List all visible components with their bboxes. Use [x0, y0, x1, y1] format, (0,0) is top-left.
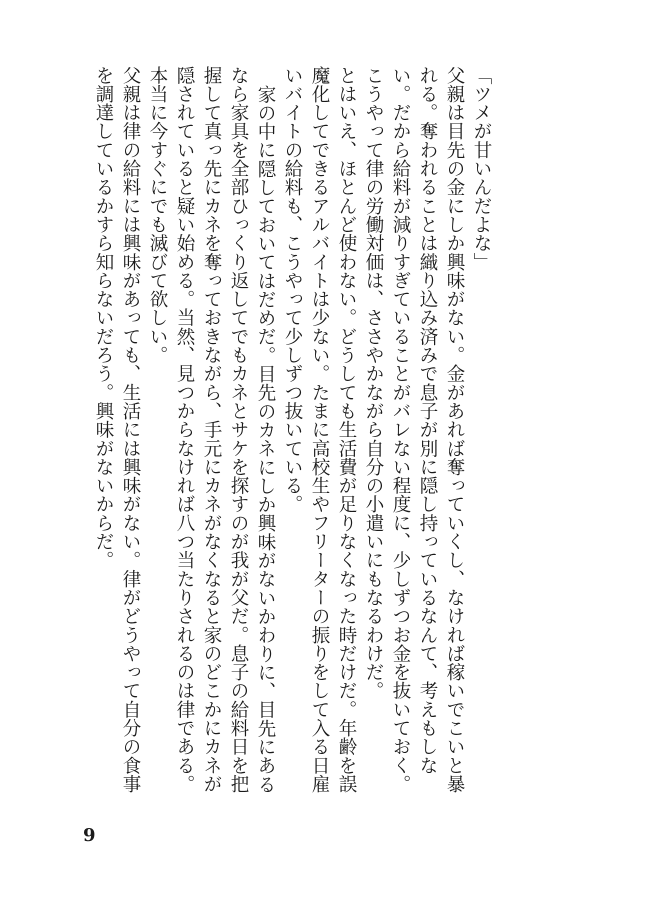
vertical-text-block	[85, 66, 495, 806]
paragraph-2: とはいえ、ほとんど使わない。どうしても生活費が足りなくなった時だけだ。年齢を誤魔化してできるアルバイトは少ない。たまに高校生やフリーターの振りをして入る日雇いバイトの給料も、こうやって少しずつ抜いている。	[282, 66, 357, 794]
page-number: 9	[83, 825, 96, 846]
paragraph-4: 父親は律の給料には興味があっても、生活には興味がない。律がどうやって自分の食事を調達しているかすら知らないだろう。興味がないからだ。	[93, 66, 141, 794]
paragraph-3: 家の中に隠しておいてはだめだ。目先のカネにしか興味がないかわりに、目先にあるなら家具を全部ひっくり返してでもカネとサケを探すのが我が父だ。息子の給料日を把握して真っ先にカネを奪っておきながら、手元にカネがなくなると家のどこかにカネが隠されていると疑い始める。当然、見つからなければ八つ当たりされるのは律である。本当に今すぐにでも滅びて欲しい。	[147, 66, 276, 794]
paragraph-dialogue: 「ツメが甘いんだよな」	[471, 66, 492, 272]
paragraph-1: 父親は目先の金にしか興味がない。金があれば奪っていくし、なければ稼いでこいと暴れる。奪われることは織り込み済みで息子が別に隠し持っているなんて、考えもしない。だから給料が減りすぎていることがバレない程度に、少しずつお金を抜いておく。こうやって律の労働対価は、ささやかながら自分の小遣いにもなるわけだ。	[363, 66, 465, 794]
